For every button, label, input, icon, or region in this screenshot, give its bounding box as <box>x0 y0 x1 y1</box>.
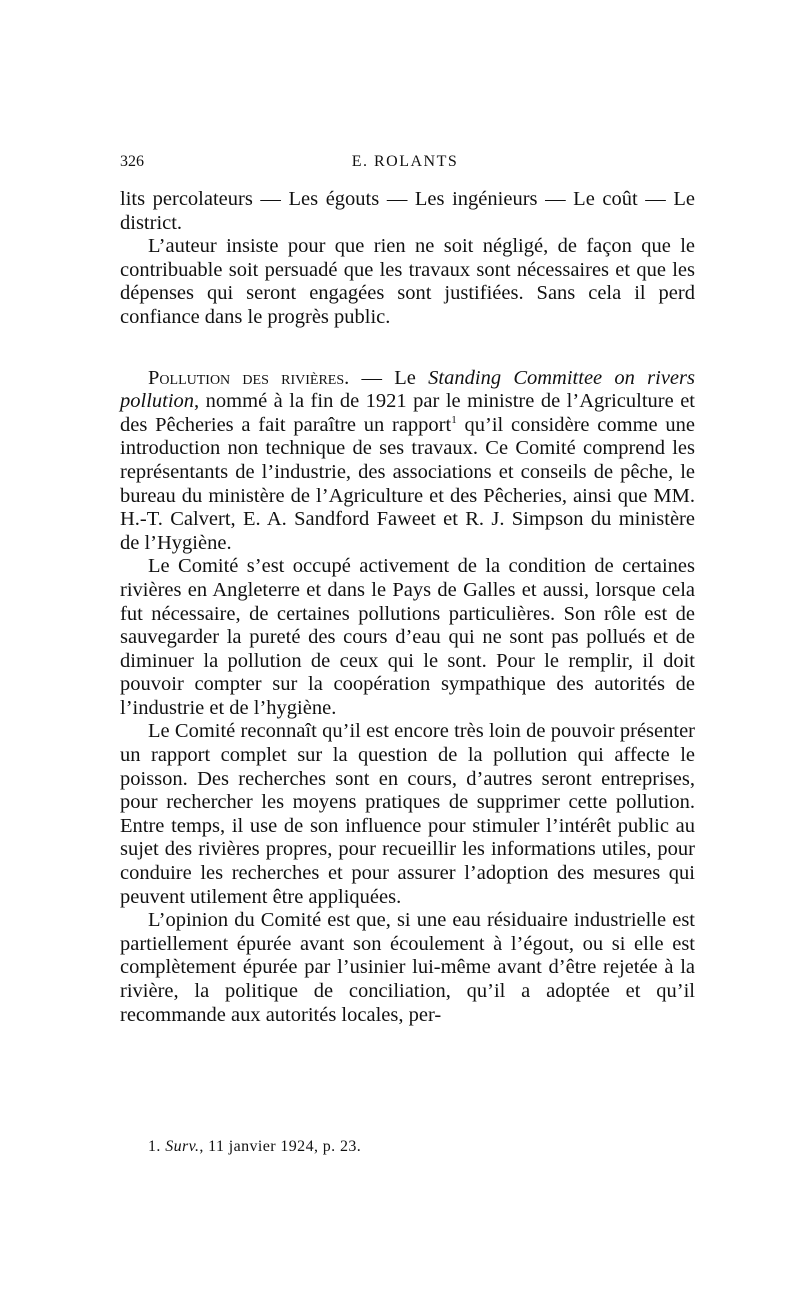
footnote-reference: 1 <box>451 413 457 426</box>
committee-name: Standing Committee on rivers pollution <box>120 366 695 413</box>
paragraph-text: qu’il considère comme une introduction non technique de ses travaux. Ce Comité comprend les représentants de l’industrie, des associations et conseils de pêche, le bureau du ministère de l’Agriculture et des Pêcheries, ainsi que MM. H.-T. Calvert, E. A. Sandford Faweet et R. J. Simpson du ministère de l’Hygiène. <box>120 413 696 554</box>
paragraph-text: , nommé à la fin de 1921 par le ministre de l’Agriculture et des Pêcheries a fait paraître un rapport <box>120 390 695 436</box>
footnote-number: 1. <box>148 1138 161 1155</box>
footnote-source: Surv. <box>165 1138 200 1155</box>
body-text <box>120 188 695 1027</box>
paragraph-author-insists: L’auteur insiste pour que rien ne soit négligé, de façon que le contribuable soit persuadé que les travaux sont nécessaires et que les dépenses qui seront engagées sont justifiées. Sans cela il perd confiance dans le progrès public. <box>120 235 695 328</box>
heading-dash: — Le <box>349 366 429 389</box>
paragraph-committee-report: Le Comité reconnaît qu’il est encore très loin de pouvoir présenter un rapport complet sur la question de la pollution qui affecte le poisson. Des recherches sont en cours, d’autres seront entreprises, pour rechercher les moyens pratiques de supprimer cette pollution. Entre temps, il use de son influence pour stimuler l’intérêt public au sujet des rivières propres, pour recueillir les informations utiles, pour conduire les recherches et pour assurer l’adoption des mesures qui peuvent utilement être appliquées. <box>120 720 695 908</box>
running-title: E. ROLANTS <box>351 153 459 170</box>
paragraph-continuation: lits percolateurs — Les égouts — Les ingénieurs — Le coût — Le district. <box>120 188 695 234</box>
page-header <box>120 153 690 179</box>
page-number: 326 <box>120 153 144 170</box>
section-heading: Pollution des rivières. <box>148 366 350 389</box>
paragraph-river-pollution <box>120 367 695 556</box>
paragraph-committee-opinion: L’opinion du Comité est que, si une eau résiduaire industrielle est partiellement épurée avant son écoulement à l’égout, ou si elle est complètement épurée par l’usinier lui-même avant d’être rejetée à la rivière, la politique de conciliation, qu’il a adoptée et qu’il recommande aux autorités locales, per- <box>120 909 695 1026</box>
footnote-details: , 11 janvier 1924, p. 23. <box>199 1138 362 1155</box>
section-spacer <box>120 330 695 367</box>
footnote <box>148 1138 361 1156</box>
paragraph-committee-activity: Le Comité s’est occupé activement de la condition de certaines rivières en Angleterre et dans le Pays de Galles et aussi, lorsque cela fut nécessaire, de certaines pollutions particulières. Son rôle est de sauvegarder la pureté des cours d’eau qui ne sont pas pollués et de diminuer la pollution de ceux qui le sont. Pour le remplir, il doit pouvoir compter sur la coopération sympathique des autorités de l’industrie et de l’hygiène. <box>120 555 695 719</box>
